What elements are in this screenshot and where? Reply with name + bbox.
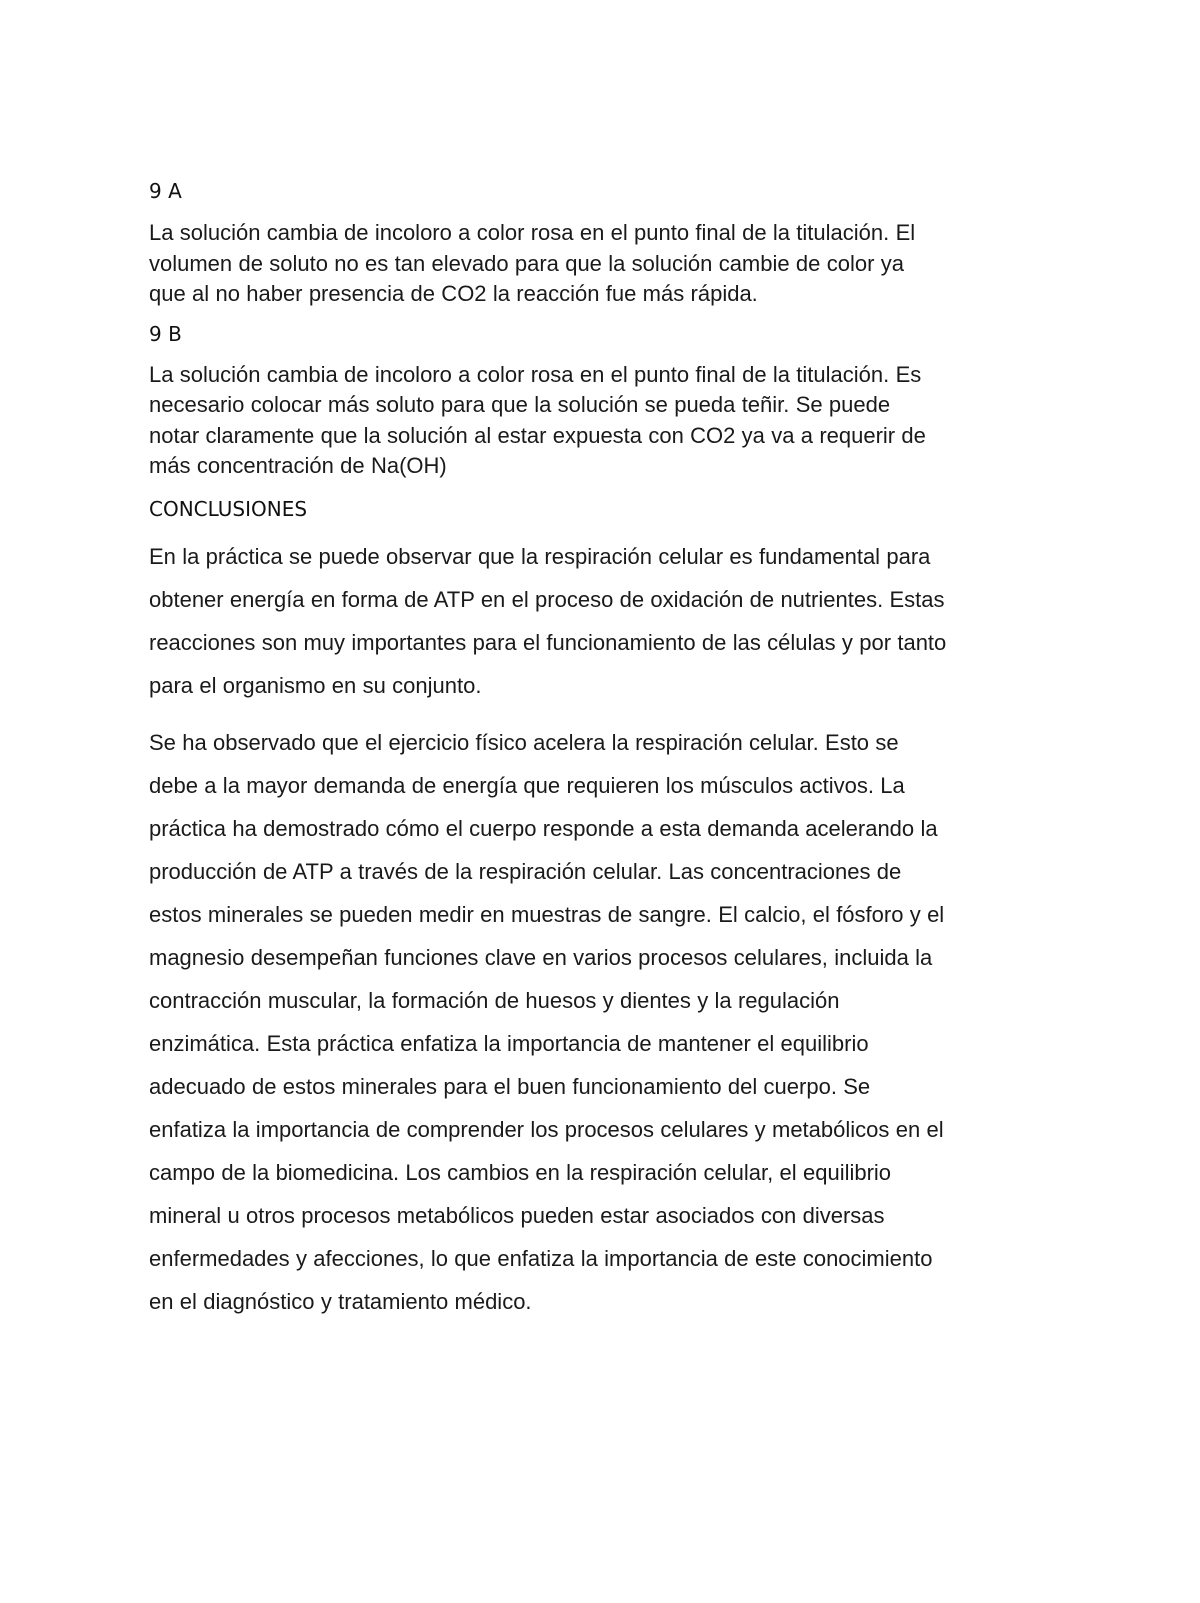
paragraph-line: más concentración de Na(OH) <box>149 453 447 478</box>
paragraph-line: adecuado de estos minerales para el buen funcionamiento del cuerpo. Se <box>149 1073 871 1099</box>
paragraph-line: campo de la biomedicina. Los cambios en la respiración celular, el equilibrio <box>149 1159 892 1185</box>
section-9b-paragraph <box>149 360 1069 482</box>
section-9a-paragraph <box>149 218 1069 310</box>
paragraph-line: producción de ATP a través de la respiración celular. Las concentraciones de <box>149 858 902 884</box>
paragraph-line: magnesio desempeñan funciones clave en varios procesos celulares, incluida la <box>149 944 933 970</box>
paragraph-line: La solución cambia de incoloro a color rosa en el punto final de la titulación. El <box>149 220 916 245</box>
conclusions-paragraph-1 <box>149 535 1069 707</box>
paragraph-line: en el diagnóstico y tratamiento médico. <box>149 1288 532 1314</box>
paragraph-line: La solución cambia de incoloro a color rosa en el punto final de la titulación. Es <box>149 361 922 387</box>
paragraph-line: estos minerales se pueden medir en muestras de sangre. El calcio, el fósforo y el <box>149 901 945 927</box>
paragraph-line: reacciones son muy importantes para el funcionamiento de las células y por tanto <box>149 629 947 655</box>
paragraph-line: Se ha observado que el ejercicio físico acelera la respiración celular. Esto se <box>149 729 899 755</box>
paragraph-line: volumen de soluto no es tan elevado para que la solución cambie de color ya <box>149 250 904 276</box>
conclusions-heading: CONCLUSIONES <box>149 496 308 521</box>
paragraph-line: práctica ha demostrado cómo el cuerpo responde a esta demanda acelerando la <box>149 815 938 841</box>
document-body <box>149 178 1069 1323</box>
section-heading-9a: 9 A <box>149 179 182 203</box>
section-heading-9b: 9 B <box>149 321 182 346</box>
paragraph-line: En la práctica se puede observar que la respiración celular es fundamental para <box>149 543 931 569</box>
paragraph-line: que al no haber presencia de CO2 la reacción fue más rápida. <box>149 281 758 306</box>
paragraph-line: enzimática. Esta práctica enfatiza la importancia de mantener el equilibrio <box>149 1030 869 1056</box>
paragraph-line: mineral u otros procesos metabólicos pueden estar asociados con diversas <box>149 1202 885 1228</box>
paragraph-line: enfermedades y afecciones, lo que enfatiza la importancia de este conocimiento <box>149 1245 933 1271</box>
paragraph-line: notar claramente que la solución al estar expuesta con CO2 ya va a requerir de <box>149 422 926 448</box>
paragraph-line: debe a la mayor demanda de energía que requieren los músculos activos. La <box>149 772 905 798</box>
conclusions-paragraph-2 <box>149 721 1069 1323</box>
paragraph-line: obtener energía en forma de ATP en el proceso de oxidación de nutrientes. Estas <box>149 586 945 612</box>
paragraph-line: necesario colocar más soluto para que la solución se pueda teñir. Se puede <box>149 392 891 417</box>
paragraph-line: enfatiza la importancia de comprender los procesos celulares y metabólicos en el <box>149 1116 944 1142</box>
paragraph-line: para el organismo en su conjunto. <box>149 672 482 698</box>
paragraph-line: contracción muscular, la formación de huesos y dientes y la regulación <box>149 987 840 1013</box>
